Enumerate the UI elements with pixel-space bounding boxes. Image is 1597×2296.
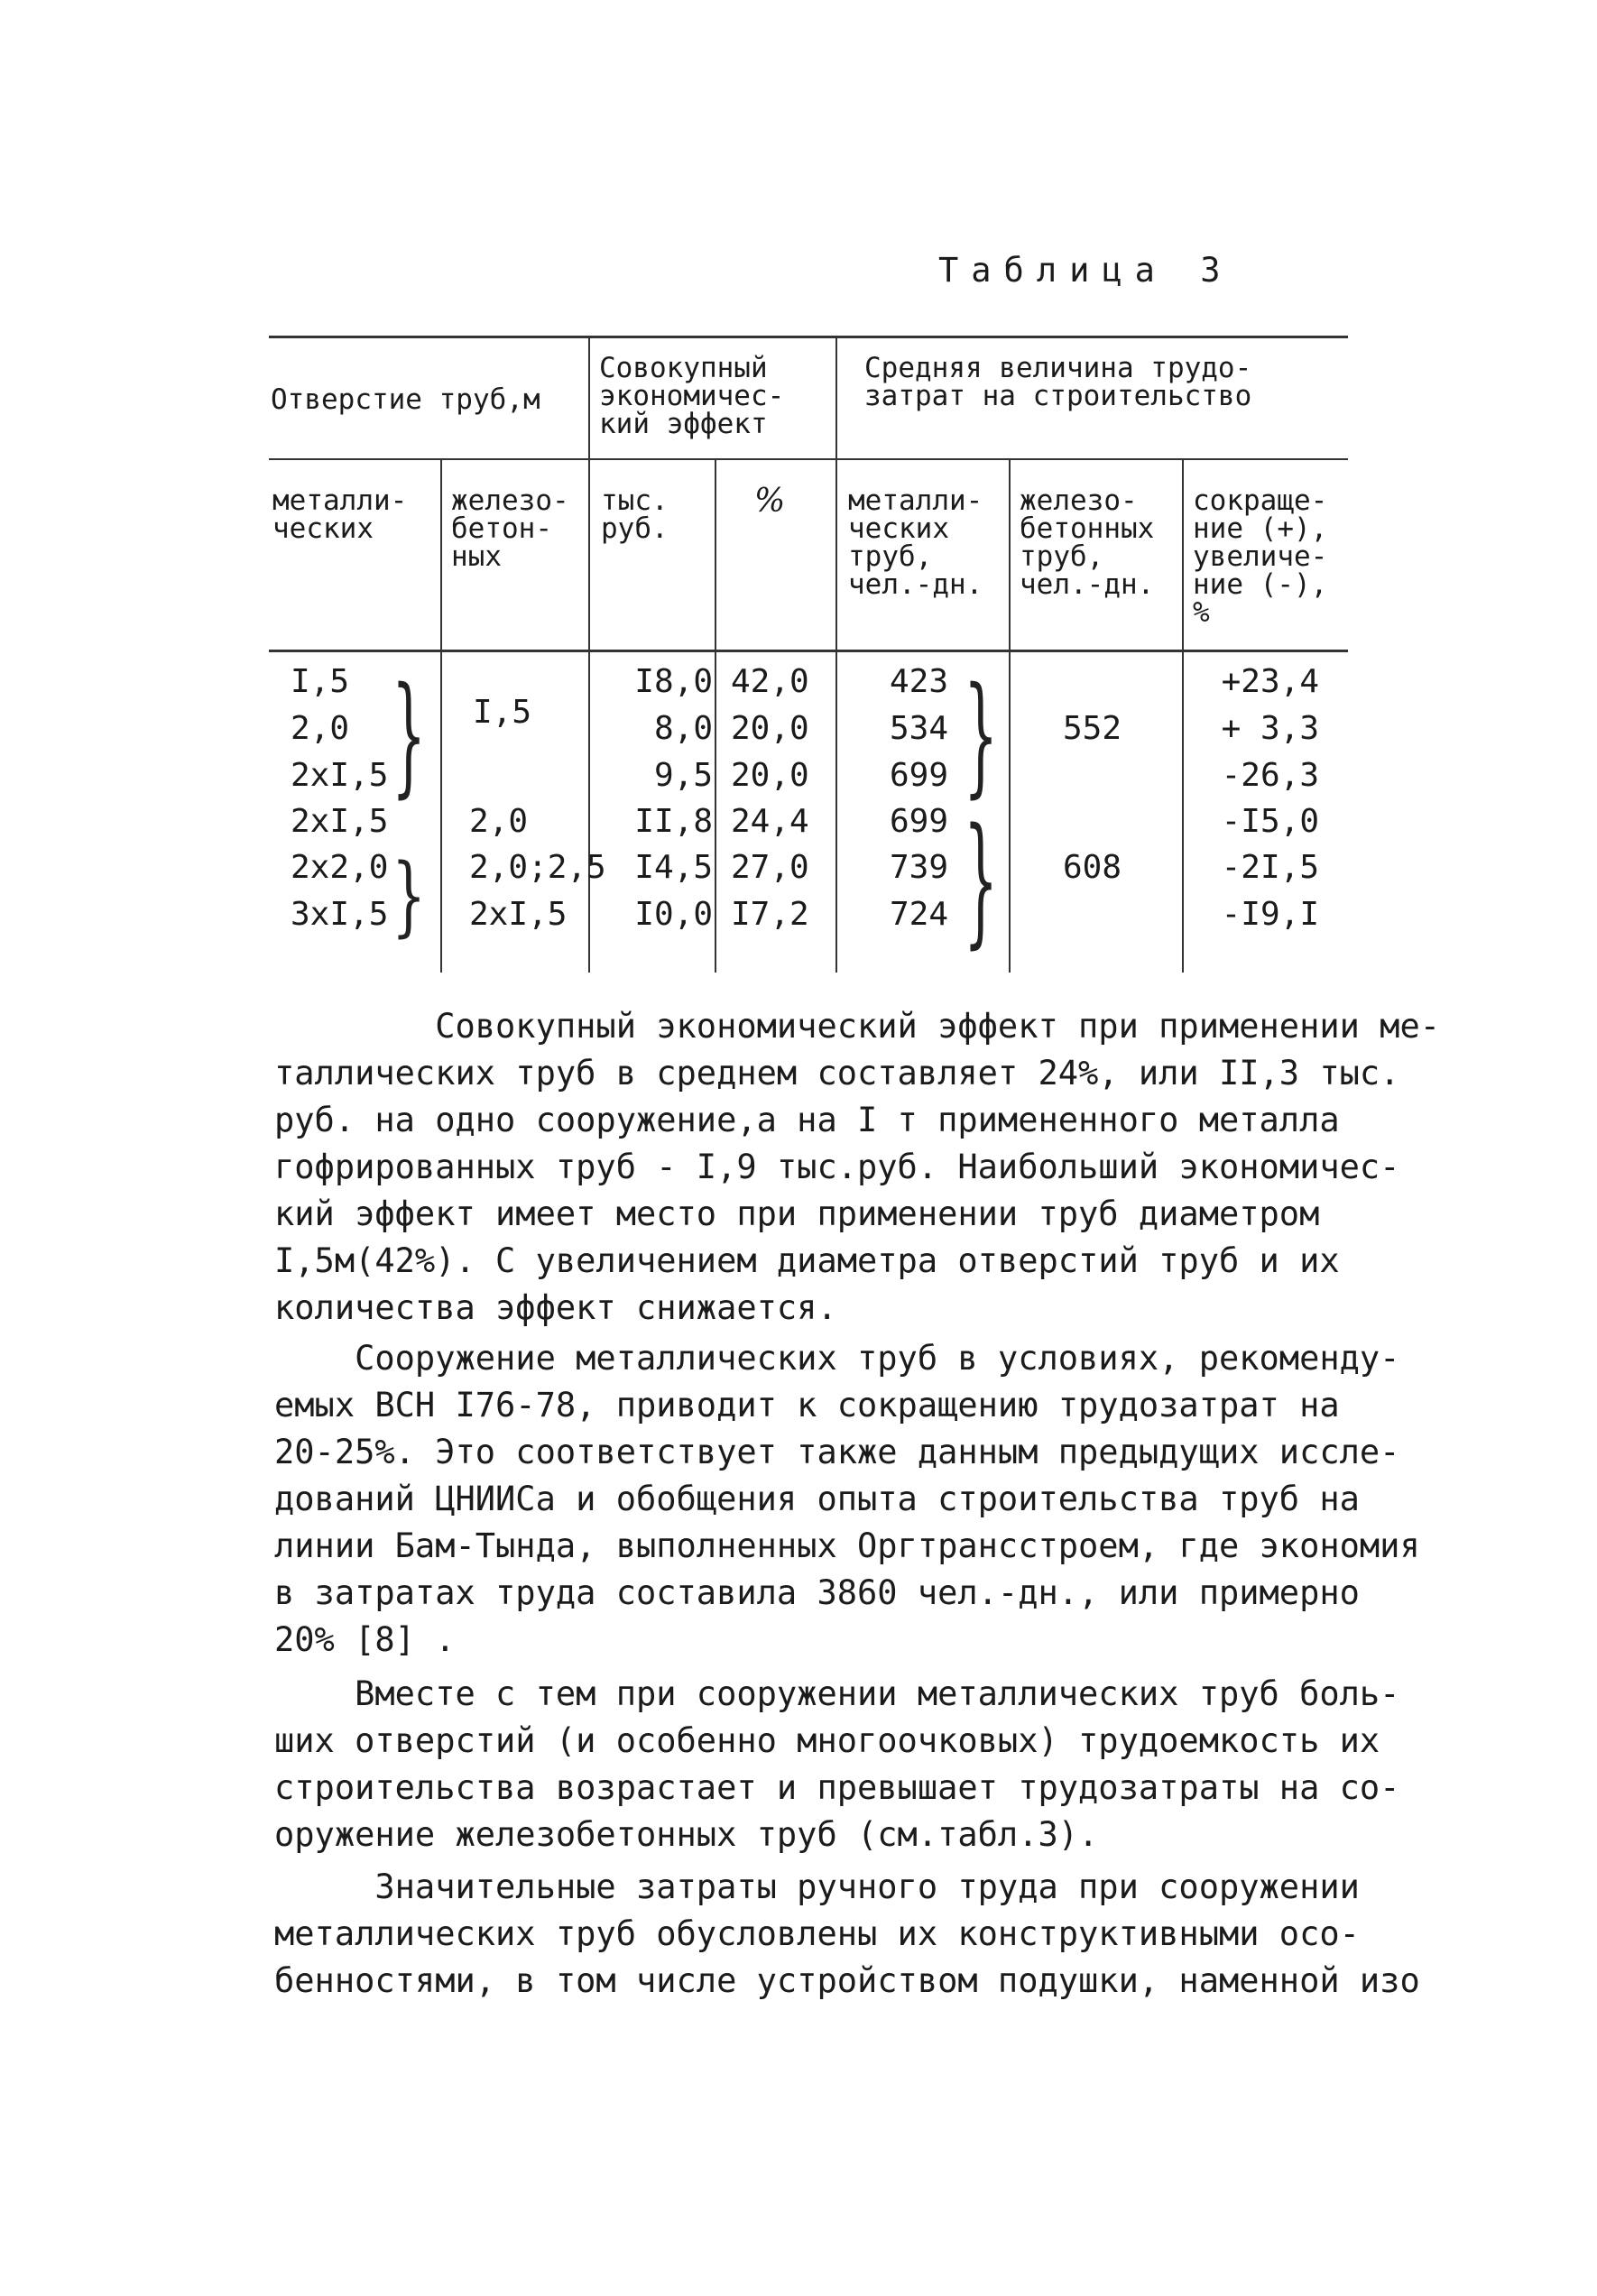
- brace-right: }: [392, 660, 427, 812]
- cell-labor-metal: 699: [890, 803, 949, 840]
- cell-effect-pct: 42,0: [731, 663, 809, 700]
- brace-right: }: [964, 660, 999, 812]
- cell-change: -2I,5: [1221, 849, 1319, 886]
- table-title: Таблица 3: [938, 251, 1233, 290]
- subheader-labor-rc: железо- бетонных труб, чел.-дн.: [1020, 484, 1155, 601]
- cell-change: -I9,I: [1221, 896, 1319, 933]
- cell-labor-metal: 423: [890, 663, 949, 700]
- table-col-divider: [1009, 458, 1011, 973]
- cell-metal: 3xI,5: [291, 896, 389, 933]
- cell-change: + 3,3: [1221, 710, 1319, 747]
- cell-rc: 2,0;2,5: [469, 849, 606, 886]
- cell-labor-metal: 699: [890, 757, 949, 794]
- cell-labor-metal: 724: [890, 896, 949, 933]
- table-col-divider: [1182, 458, 1184, 973]
- cell-effect-rub: I0,0: [634, 896, 713, 933]
- cell-change: +23,4: [1221, 663, 1319, 700]
- subheader-metal: металли- ческих: [272, 484, 408, 545]
- cell-metal: 2x2,0: [291, 849, 389, 886]
- header-effect: Совокупный экономичес- кий эффект: [599, 352, 785, 440]
- table-col-divider: [715, 458, 716, 973]
- cell-effect-pct: 20,0: [731, 710, 809, 747]
- cell-effect-pct: 27,0: [731, 849, 809, 886]
- cell-labor-rc: 552: [1063, 710, 1122, 747]
- subheader-labor-metal: металли- ческих труб, чел.-дн.: [848, 484, 983, 601]
- cell-effect-rub: I8,0: [634, 663, 713, 700]
- cell-change: -I5,0: [1221, 803, 1319, 840]
- body-paragraph: Сооружение металлических труб в условиях, рекоменду- емых ВСН I76-78, приводит к сокращению трудозатрат на 20-25%. Это соответствует также данным предыдущих иссле- дований ЦНИИСа и обобщения опыта строительства труб на линии Бам-Тында, выполненных Оргтрансстроем, где экономия в затратах труда составила 3860 чел.-дн., или примерно 20% [8] .: [274, 1339, 1420, 1659]
- subheader-rc: железо- бетон- ных: [451, 484, 569, 573]
- body-paragraph: Совокупный экономический эффект при применении ме- таллических труб в среднем составляет 24%, или II,3 тыс. руб. на одно сооружение,а на I т примененного металла гофрированных труб - I,9 тыс.руб. Наибольший экономичес- кий эффект имеет место при применении труб диаметром I,5м(42%). С увеличением диаметра отверстий труб и их количества эффект снижается.: [274, 1007, 1441, 1327]
- cell-change: -26,3: [1221, 757, 1319, 794]
- cell-labor-metal: 534: [890, 710, 949, 747]
- cell-rc: I,5: [473, 694, 532, 731]
- cell-effect-rub: I4,5: [634, 849, 713, 886]
- cell-labor-metal: 739: [890, 849, 949, 886]
- table-subheader-rule: [269, 458, 1348, 460]
- cell-metal: I,5: [291, 663, 350, 700]
- cell-effect-pct: 20,0: [731, 757, 809, 794]
- cell-effect-rub: 9,5: [653, 757, 713, 794]
- cell-metal: 2xI,5: [291, 757, 389, 794]
- body-paragraph: Вместе с тем при сооружении металлических труб боль- ших отверстий (и особенно многоочковых) трудоемкость их строительства возрастает и превышает трудозатраты на со- оружение железобетонных труб (см.табл.3).: [274, 1674, 1400, 1854]
- brace-right: }: [964, 799, 999, 964]
- subheader-thous-rub: тыс. руб.: [601, 484, 669, 545]
- table-top-rule: [269, 336, 1348, 338]
- cell-effect-rub: II,8: [634, 803, 713, 840]
- cell-effect-rub: 8,0: [653, 710, 713, 747]
- cell-effect-pct: I7,2: [731, 896, 809, 933]
- cell-metal: 2,0: [291, 710, 350, 747]
- subheader-percent: %: [754, 483, 786, 520]
- cell-metal: 2xI,5: [291, 803, 389, 840]
- brace-right: }: [392, 846, 427, 947]
- cell-rc: 2xI,5: [469, 896, 568, 933]
- table-col-divider: [835, 336, 837, 973]
- cell-effect-pct: 24,4: [731, 803, 809, 840]
- header-opening: Отверстие труб,м: [271, 383, 540, 416]
- table-col-divider: [440, 458, 442, 973]
- cell-rc: 2,0: [469, 803, 529, 840]
- body-paragraph: Значительные затраты ручного труда при сооружении металлических труб обусловлены их конструктивными осо- бенностями, в том числе устройством подушки, наменной изо: [274, 1867, 1420, 2000]
- subheader-change: сокраще- ние (+), увеличе- ние (-), %: [1193, 484, 1328, 629]
- header-labor: Средняя величина трудо- затрат на строительство: [864, 352, 1252, 412]
- table-header-bottom-rule: [269, 650, 1348, 652]
- cell-labor-rc: 608: [1063, 849, 1122, 886]
